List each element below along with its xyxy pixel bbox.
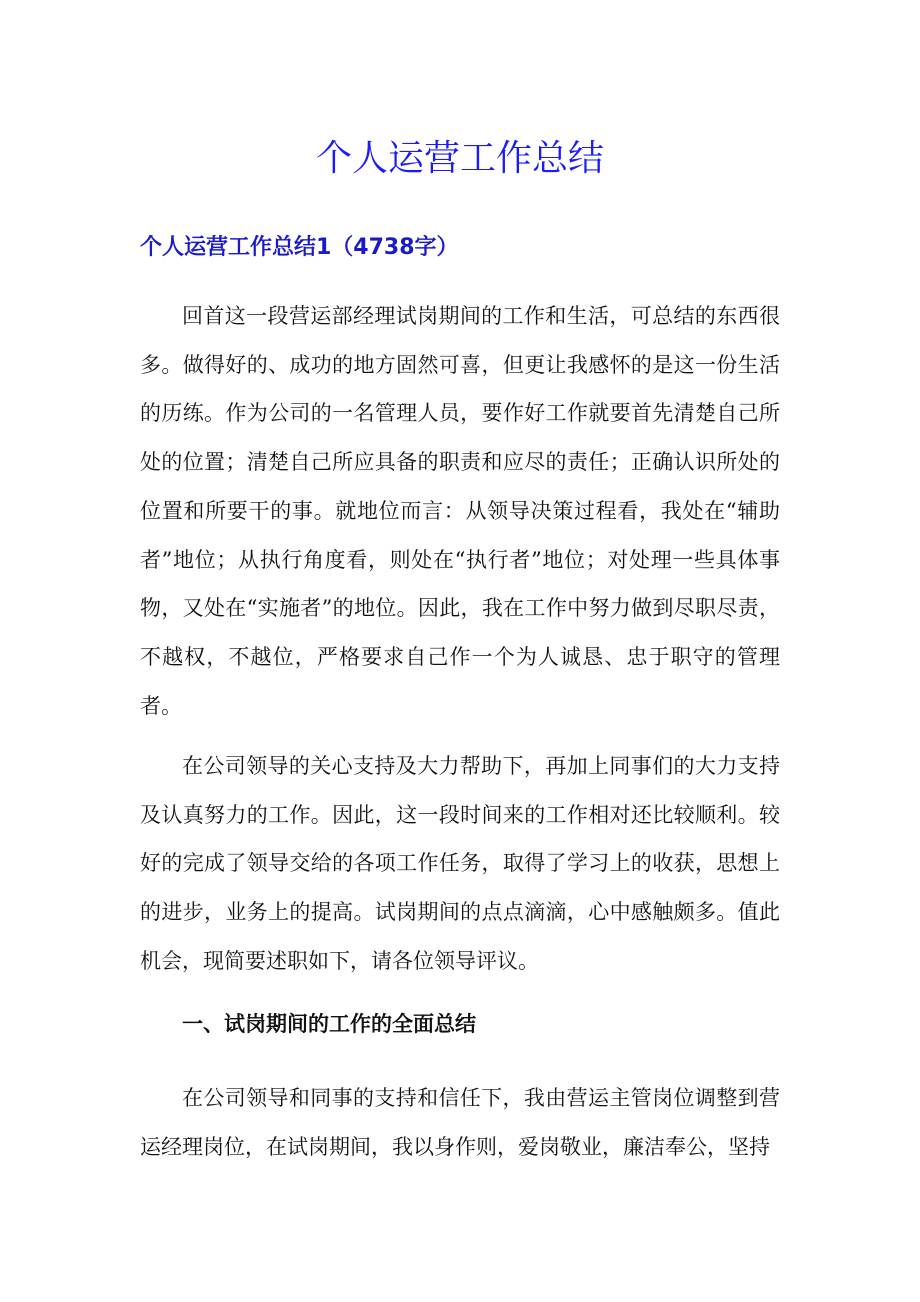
paragraph-1: 回首这一段营运部经理试岗期间的工作和生活，可总结的东西很多。做得好的、成功的地方固然可喜，但更让我感怀的是这一份生活的历练。作为公司的一名管理人员，要作好工作就要首先清楚自己所处的位置；清楚自己所应具备的职责和应尽的责任；正确认识所处的位置和所要干的事。就地位而言：从领导决策过程看，我处在“辅助者”地位；从执行角度看，则处在“执行者”地位；对处理一些具体事物，又处在“实施者”的地位。因此，我在工作中努力做到尽职尽责，不越权，不越位，严格要求自己作一个为人诚恳、忠于职守的管理者。 — [140, 304, 780, 718]
paragraph-3: 在公司领导和同事的支持和信任下，我由营运主管岗位调整到营运经理岗位，在试岗期间，我以身作则，爱岗敬业，廉洁奉公，坚持 — [140, 1086, 780, 1159]
paragraph-2: 在公司领导的关心支持及大力帮助下，再加上同事们的大力支持及认真努力的工作。因此，这一段时间来的工作相对还比较顺利。较好的完成了领导交给的各项工作任务，取得了学习上的收获，思想上的进步，业务上的提高。试岗期间的点点滴滴，心中感触颇多。值此机会，现简要述职如下，请各位领导评议。 — [140, 754, 780, 973]
document-title: 个人运营工作总结 — [315, 138, 604, 179]
section-heading: 个人运营工作总结1（4738字） — [140, 235, 459, 260]
sub-heading: 一、试岗期间的工作的全面总结 — [182, 1012, 476, 1036]
